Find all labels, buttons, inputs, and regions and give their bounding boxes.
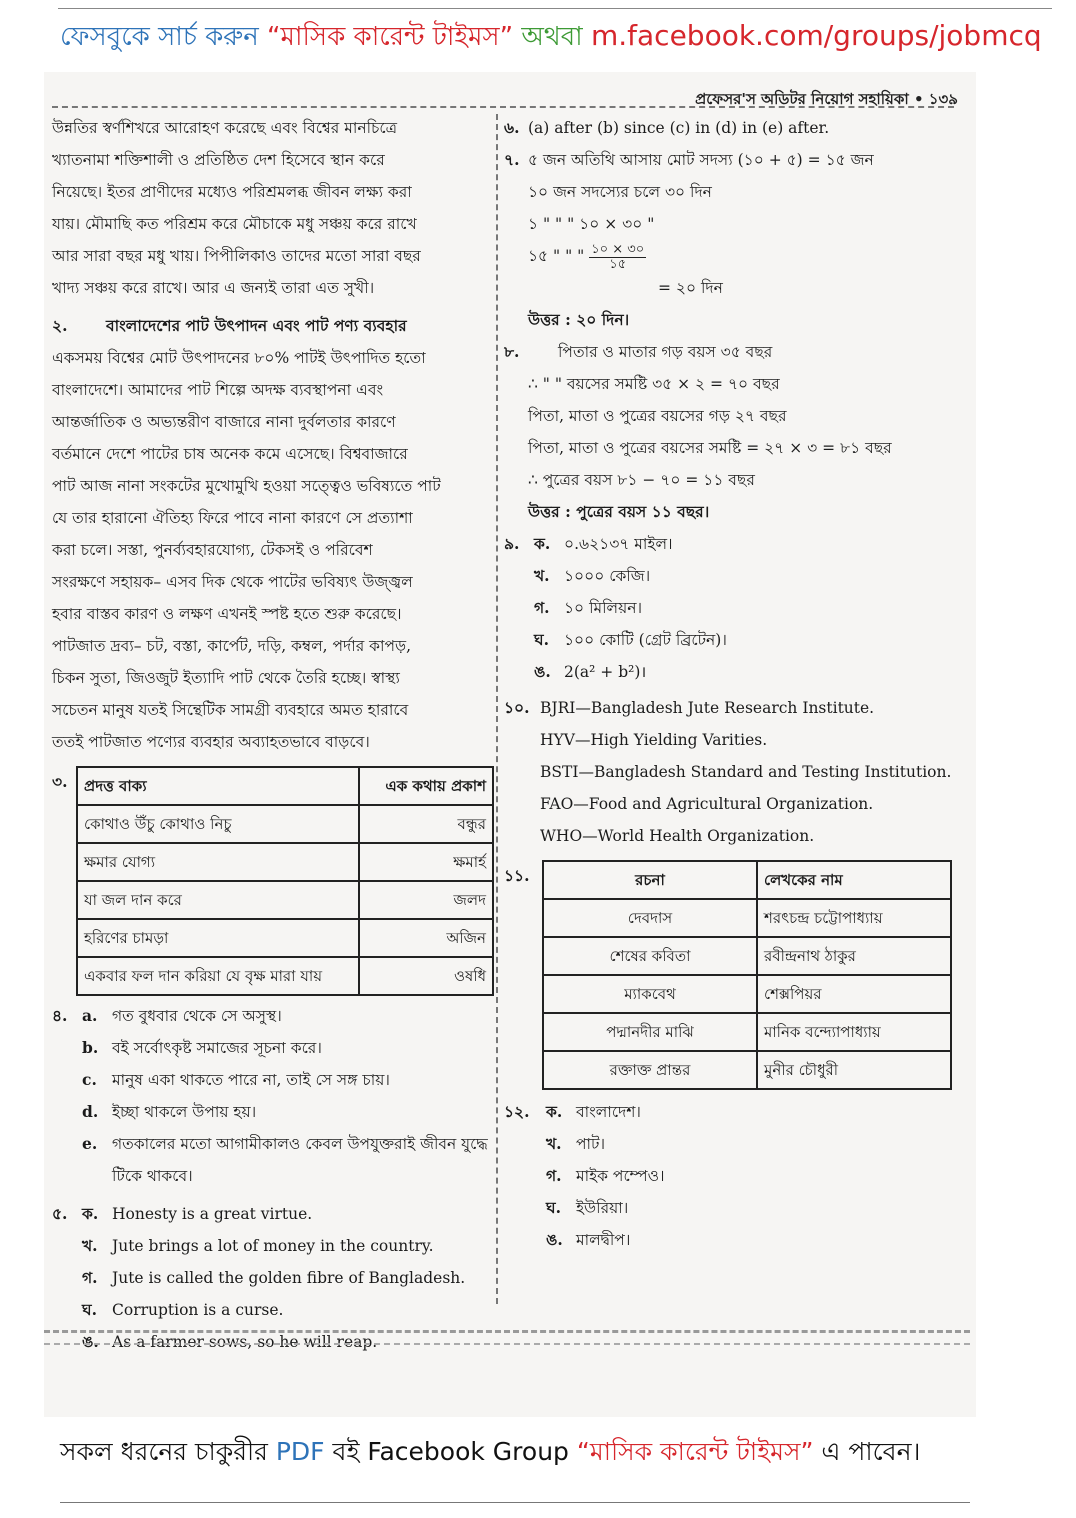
text-line: খাদ্য সঞ্চয় করে রাখে। আর এ জন্যই তারা এত সুখী। [52,279,375,297]
table-cell: অজিন [359,919,493,957]
question-3 [52,766,492,996]
fraction-prefix: ১৫ " " " [528,247,585,265]
text-line: যায়। মৌমাছি কত পরিশ্রম করে মৌচাকে মধু সঞ্চয় করে রাখে [52,215,417,233]
top-rule [58,8,1052,9]
bottom-rule [60,1502,970,1503]
question-number: ৭. [504,150,520,169]
list-item [504,1224,964,1256]
essay-title: বাংলাদেশের পাট উৎপাদন এবং পাট পণ্য ব্যবহার [106,316,407,335]
text-line: ১ " " " ১০ × ৩০ " [528,215,655,233]
list-item [504,560,964,592]
item-label: ঘ. [82,1300,97,1319]
answer-line: উত্তর : ২০ দিন। [528,310,630,329]
item-text: গতকালের মতো আগামীকালও কেবল উপযুক্তরাই জীবন যুদ্ধে টিকে থাকবে। [112,1135,488,1185]
table-cell: লেখকের নাম [757,861,951,899]
scanned-page [44,72,976,1417]
table-cell: রবীন্দ্রনাথ ঠাকুর [757,937,951,975]
banner-search-text: ফেসবুকে সার্চ করুন [60,22,259,52]
text-line: চিকন সুতা, জিওজুট ইত্যাদি পাট থেকে তৈরি হচ্ছে। স্বাস্থ্য [52,669,400,687]
list-item [52,1198,492,1230]
list-item [504,1160,964,1192]
text-line: খ্যাতনামা শক্তিশালী ও প্রতিষ্ঠিত দেশ হিসেবে স্থান করে [52,151,385,169]
table-row [543,937,951,975]
abbreviation-line: BJRI—Bangladesh Jute Research Institute. [540,699,875,717]
item-label: b. [82,1038,99,1057]
list-item [504,528,964,560]
item-text: ইউরিয়া। [576,1199,629,1217]
column-divider [496,114,498,1304]
table-cell: একবার ফল দান করিয়া যে বৃক্ষ মারা যায় [77,957,359,995]
text-line: পাট আজ নানা সংকটের মুখোমুখি হওয়া সত্ত্বেও ভবিষ্যতে পাট [52,477,441,495]
item-text: Corruption is a curse. [112,1301,284,1319]
abbreviation-line: HYV—High Yielding Varities. [540,731,768,749]
text-line: ∴ পুত্রের বয়স ৮১ − ৭০ = ১১ বছর [528,471,755,489]
table-cell: মানিক বন্দ্যোপাধ্যায় [757,1013,951,1051]
table-row [543,1051,951,1089]
text-line: সংরক্ষণে সহায়ক– এসব দিক থেকে পাটের ভবিষ্যৎ উজ্জ্বল [52,573,413,591]
table-cell: শেষের কবিতা [543,937,757,975]
text-line: পাটজাত দ্রব্য– চট, বস্তা, কার্পেট, দড়ি, কম্বল, পর্দার কাপড়, [52,637,411,655]
intro-paragraph [52,112,492,304]
table-cell: শরৎচন্দ্র চট্টোপাধ্যায় [757,899,951,937]
text-line: একসময় বিশ্বের মোট উৎপাদনের ৮০% পাটই উৎপাদিত হতো [52,349,426,367]
item-text: ইচ্ছা থাকলে উপায় হয়। [112,1103,257,1121]
question-number: ২. [52,316,68,335]
table-cell: জলদ [359,881,493,919]
item-text: পাট। [576,1135,606,1153]
text-line: পিতার ও মাতার গড় বয়স ৩৫ বছর [558,343,773,361]
table-row [77,957,493,995]
abbreviation-line: FAO—Food and Agricultural Organization. [540,795,874,813]
question-6 [504,112,964,144]
item-text: Honesty is a great virtue. [112,1205,313,1223]
text-line: বর্তমানে দেশে পাটের চাষ অনেক কমে এসেছে। বিশ্ববাজারে [52,445,408,463]
item-label: ঙ. [82,1332,99,1351]
footer-text: এ পাবেন। [821,1437,921,1466]
table-cell: রচনা [543,861,757,899]
list-item [52,1096,492,1128]
author-table [542,860,952,1090]
question-4 [52,1000,492,1192]
list-item [504,592,964,624]
footer-text: বই Facebook Group [332,1437,569,1466]
list-item [52,1230,492,1262]
list-item [52,1128,492,1192]
table-cell: যা জল দান করে [77,881,359,919]
table-row [543,1013,951,1051]
item-text: As a farmer sows, so he will reap. [112,1333,378,1351]
table-cell: কোথাও উঁচু কোথাও নিচু [77,805,359,843]
question-number: ৫. [52,1204,68,1223]
item-label: ঙ. [546,1230,563,1249]
table-cell: প্রদত্ত বাক্য [77,767,359,805]
footer-pdf: PDF [275,1437,325,1466]
text-line: পিতা, মাতা ও পুত্রের বয়সের সমষ্টি = ২৭ × ৩ = ৮১ বছর [528,439,892,457]
list-item [504,656,964,688]
question-2-heading [52,310,492,342]
table-cell: বন্ধুর [359,805,493,843]
question-number: ৮. [504,342,520,361]
list-item [504,624,964,656]
text-line: করা চলে। সস্তা, পুনর্ব্যবহারযোগ্য, টেকসই ও পরিবেশ [52,541,373,559]
text-line: নিয়েছে। ইতর প্রাণীদের মধ্যেও পরিশ্রমলব্ধ জীবন লক্ষ্য করা [52,183,412,201]
fraction [589,243,646,272]
item-label: ক. [546,1102,563,1121]
question-2-body [52,342,492,758]
text-line: ততই পাটজাত পণ্যের ব্যবহার অব্যাহতভাবে বাড়বে। [52,733,370,751]
item-label: খ. [82,1236,98,1255]
item-text: Jute brings a lot of money in the country. [112,1237,434,1255]
item-label: ঘ. [534,630,549,649]
text-line: ৫ জন অতিথি আসায় মোট সদস্য (১০ + ৫) = ১৫ জন [528,151,874,169]
table-cell: দেবদাস [543,899,757,937]
list-item [504,1096,964,1128]
question-number: ১১. [504,866,530,885]
question-number: ৩. [52,772,68,791]
question-number: ৬. [504,118,520,137]
text-line: = ২০ দিন [658,279,723,297]
item-label: c. [82,1070,97,1089]
question-number: ৯. [504,534,520,553]
list-item [504,1128,964,1160]
bottom-dashed-rule [44,1330,970,1345]
answer-line: উত্তর : পুত্রের বয়স ১১ বছর। [528,502,710,521]
abbreviation-line: WHO—World Health Organization. [540,827,815,845]
item-label: গ. [546,1166,562,1185]
top-dashed-rule [52,106,954,108]
running-head: প্রফেসর'স অডিটর নিয়োগ সহায়িকা • ১৩৯ [695,90,958,108]
question-8 [504,336,964,528]
text-line: আন্তর্জাতিক ও অভ্যন্তরীণ বাজারে নানা দুর্বলতার কারণে [52,413,396,431]
table-row [77,919,493,957]
question-9 [504,528,964,688]
table-cell: এক কথায় প্রকাশ [359,767,493,805]
banner-url-link[interactable]: m.facebook.com/groups/jobmcq [590,19,1042,52]
text-line: বাংলাদেশে। আমাদের পাট শিল্পে অদক্ষ ব্যবস্থাপনা এবং [52,381,384,399]
answer-text: (a) after (b) since (c) in (d) in (e) after. [528,119,830,137]
table-row [77,881,493,919]
text-line: যে তার হারানো ঐতিহ্য ফিরে পাবে নানা কারণে সে প্রত্যাশা [52,509,413,527]
item-label: ঙ. [534,662,551,681]
item-label: খ. [546,1134,562,1153]
question-11 [504,860,964,1090]
question-12 [504,1096,964,1256]
fraction-numerator: ১০ × ৩০ [591,241,645,257]
item-text: 2(a² + b²)। [564,663,647,681]
item-text: ১০০ কোটি (গ্রেট ব্রিটেন)। [564,631,727,649]
text-line: হবার বাস্তব কারণ ও লক্ষণ এখনই স্পষ্ট হতে শুরু করেছে। [52,605,402,623]
item-label: খ. [534,566,550,585]
item-text: মাইক পম্পেও। [576,1167,665,1185]
text-line: সচেতন মানুষ যতই সিন্থেটিক সামগ্রী ব্যবহারে অমত হারাবে [52,701,409,719]
list-item [52,1000,492,1032]
fraction-line [528,240,874,272]
item-label: d. [82,1102,99,1121]
item-text: Jute is called the golden fibre of Bangladesh. [112,1269,466,1287]
list-item [52,1294,492,1326]
table-header-row [77,767,493,805]
banner-or-text: অথবা [521,22,583,52]
text-line: আর সারা বছর মধু খায়। পিপীলিকাও তাদের মতো সারা বছর [52,247,421,265]
table-cell: রক্তাক্ত প্রান্তর [543,1051,757,1089]
text-line: পিতা, মাতা ও পুত্রের বয়সের গড় ২৭ বছর [528,407,787,425]
question-10 [504,692,964,852]
question-number: ৪. [52,1006,68,1025]
text-line: উন্নতির স্বর্ণশিখরে আরোহণ করেছে এবং বিশ্বের মানচিত্রে [52,119,398,137]
footer-text: সকল ধরনের চাকুরীর [60,1437,268,1466]
table-row [543,975,951,1013]
table-row [77,805,493,843]
question-7 [504,144,964,336]
bottom-banner [60,1432,1020,1472]
item-label: ঘ. [546,1198,561,1217]
left-column [52,112,492,1358]
footer-group-name: “মাসিক কারেন্ট টাইমস” [576,1437,814,1466]
item-label: ক. [534,534,551,553]
banner-group-name: “মাসিক কারেন্ট টাইমস” [267,22,514,52]
table-cell: মুনীর চৌধুরী [757,1051,951,1089]
table-cell: পদ্মানদীর মাঝি [543,1013,757,1051]
top-banner [60,14,1050,58]
item-label: ক. [82,1204,99,1223]
item-text: ১০০০ কেজি। [564,567,651,585]
item-text: মানুষ একা থাকতে পারে না, তাই সে সঙ্গ চায়। [112,1071,390,1089]
item-text: মালদ্বীপ। [576,1231,631,1249]
table-header-row [543,861,951,899]
item-label: গ. [534,598,550,617]
one-word-table [76,766,494,996]
list-item [52,1032,492,1064]
item-label: e. [82,1134,98,1153]
table-cell: শেক্সপিয়র [757,975,951,1013]
item-text: বাংলাদেশ। [576,1103,641,1121]
item-text: ০.৬২১৩৭ মাইল। [564,535,673,553]
table-cell: ওষধি [359,957,493,995]
table-row [77,843,493,881]
table-cell: ক্ষমার যোগ্য [77,843,359,881]
list-item [52,1064,492,1096]
item-label: a. [82,1006,98,1025]
list-item [52,1262,492,1294]
question-number: ১২. [504,1102,530,1121]
table-row [543,899,951,937]
list-item [504,1192,964,1224]
table-cell: ম্যাকবেথ [543,975,757,1013]
right-column [504,112,964,1256]
question-number: ১০. [504,698,530,717]
fraction-denominator: ১৫ [609,256,627,272]
item-text: বই সর্বোৎকৃষ্ট সমাজের সূচনা করে। [112,1039,322,1057]
text-line: ∴ " " বয়সের সমষ্টি ৩৫ × ২ = ৭০ বছর [528,375,780,393]
abbreviation-line: BSTI—Bangladesh Standard and Testing Institution. [540,763,952,781]
item-text: গত বুধবার থেকে সে অসুস্থ। [112,1007,282,1025]
table-cell: হরিণের চামড়া [77,919,359,957]
item-text: ১০ মিলিয়ন। [564,599,643,617]
text-line: ১০ জন সদস্যের চলে ৩০ দিন [528,183,712,201]
table-cell: ক্ষমার্হ [359,843,493,881]
item-label: গ. [82,1268,98,1287]
